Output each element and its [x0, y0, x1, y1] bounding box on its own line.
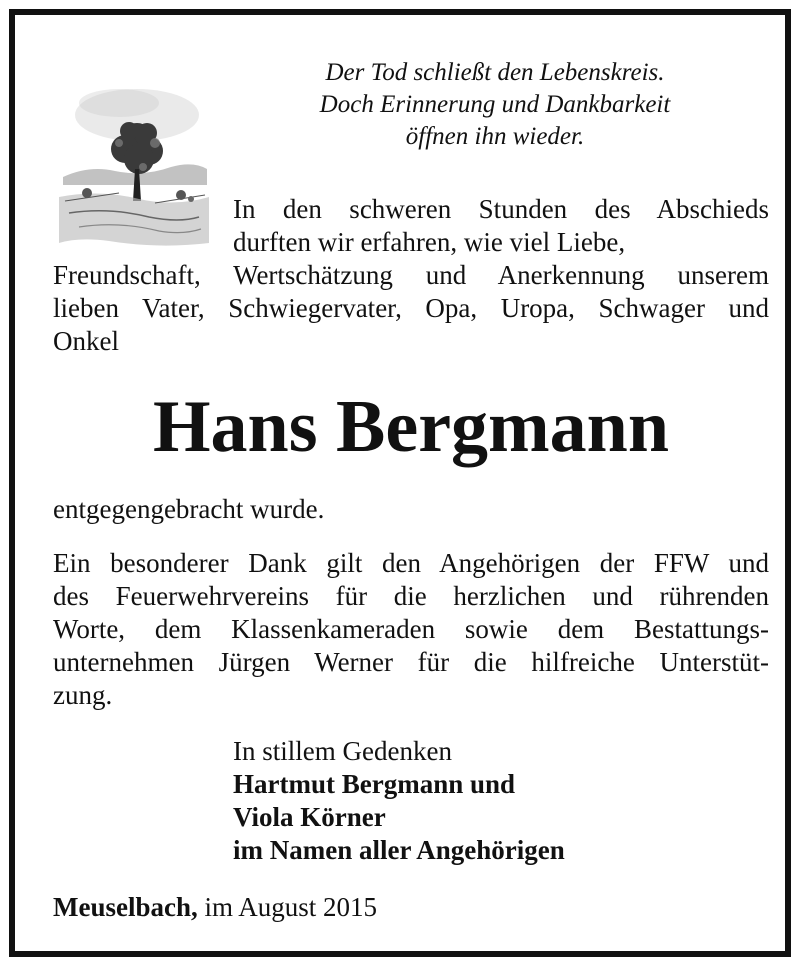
deceased-name: Hans Bergmann [152, 386, 669, 468]
intro-line: lieben Vater, Schwiegervater, Opa, Uropa, Schwager und [53, 293, 769, 323]
date-text: im August 2015 [204, 892, 378, 922]
thanks-line: des Feuerwehrvereins für die herzlichen und rührenden [53, 581, 769, 611]
place-name: Meuselbach, [53, 892, 198, 922]
closing-block [233, 735, 565, 867]
motto-quote [255, 57, 735, 153]
after-name-text: entgegengebracht wurde. [53, 494, 325, 524]
motto-line: Doch Erinnerung und Dankbarkeit [319, 91, 671, 118]
signer-line: Viola Körner [233, 802, 386, 832]
closing-greeting: In stillem Gedenken [233, 736, 452, 766]
intro-paragraph-top [233, 193, 769, 259]
intro-line: durften wir erfahren, wie viel Liebe, [233, 227, 626, 257]
thanks-line: Worte, dem Klassenkameraden sowie dem Bestattungs- [53, 614, 769, 644]
intro-line: In den schweren Stunden des Abschieds [233, 194, 769, 224]
intro-line: Onkel [53, 326, 119, 356]
thanks-paragraph [53, 547, 769, 712]
intro-line: Freundschaft, Wertschätzung und Anerkennung unserem [53, 260, 769, 290]
place-date [53, 891, 377, 924]
thanks-line: unternehmen Jürgen Werner für die hilfreiche Unterstüt- [53, 647, 769, 677]
thanks-line: Ein besonderer Dank gilt den Angehörigen der FFW und [53, 548, 769, 578]
obituary-frame [9, 9, 791, 957]
tree-landscape-icon [59, 73, 209, 251]
thanks-line: zung. [53, 680, 113, 710]
signer-line: Hartmut Bergmann und [233, 769, 516, 799]
motto-line: Der Tod schließt den Lebenskreis. [325, 59, 665, 86]
obituary-content [15, 15, 785, 951]
signer-line: im Namen aller Angehörigen [233, 835, 565, 865]
intro-paragraph-rest [53, 259, 769, 358]
motto-line: öffnen ihn wieder. [405, 123, 585, 150]
